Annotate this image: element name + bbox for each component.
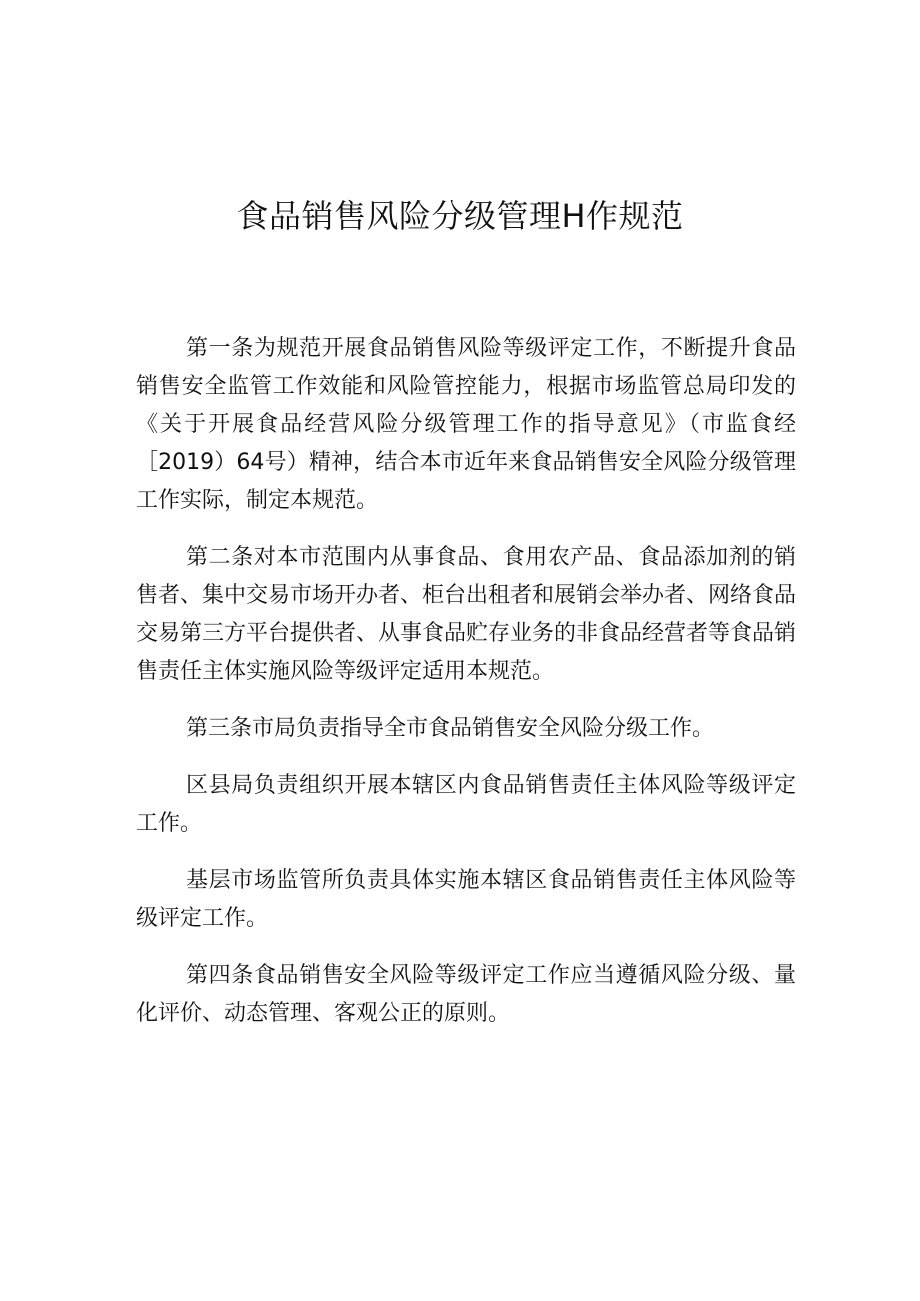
document-body — [136, 330, 796, 1033]
document-title: 食品销售风险分级管理H作规范 — [236, 197, 684, 235]
article-4-paragraph: 第四条食品销售安全风险等级评定工作应当遵循风险分级、量化评价、动态管理、客观公正的原则。 — [136, 963, 796, 1026]
article-2-paragraph: 第二条对本市范围内从事食品、食用农产品、食品添加剂的销售者、集中交易市场开办者、柜台出租者和展销会举办者、网络食品交易第三方平台提供者、从事食品贮存业务的非食品经营者等食品销售责任主体实施风险等级评定适用本规范。 — [136, 545, 797, 684]
district-responsibility-paragraph: 区县局负责组织开展本辖区内食品销售责任主体风险等级评定工作。 — [136, 773, 796, 836]
article-3-paragraph: 第三条市局负责指导全市食品销售安全风险分级工作。 — [186, 716, 715, 741]
article-1-paragraph: 第一条为规范开展食品销售风险等级评定工作，不断提升食品销售安全监管工作效能和风险管控能力，根据市场监管总局印发的《关于开展食品经营风险分级管理工作的指导意见》（市监食经［2019）64号）精神，结合本市近年来食品销售安全风险分级管理工作实际，制定本规范。 — [136, 336, 796, 513]
local-office-responsibility-paragraph: 基层市场监管所负责具体实施本辖区食品销售责任主体风险等级评定工作。 — [136, 868, 796, 931]
